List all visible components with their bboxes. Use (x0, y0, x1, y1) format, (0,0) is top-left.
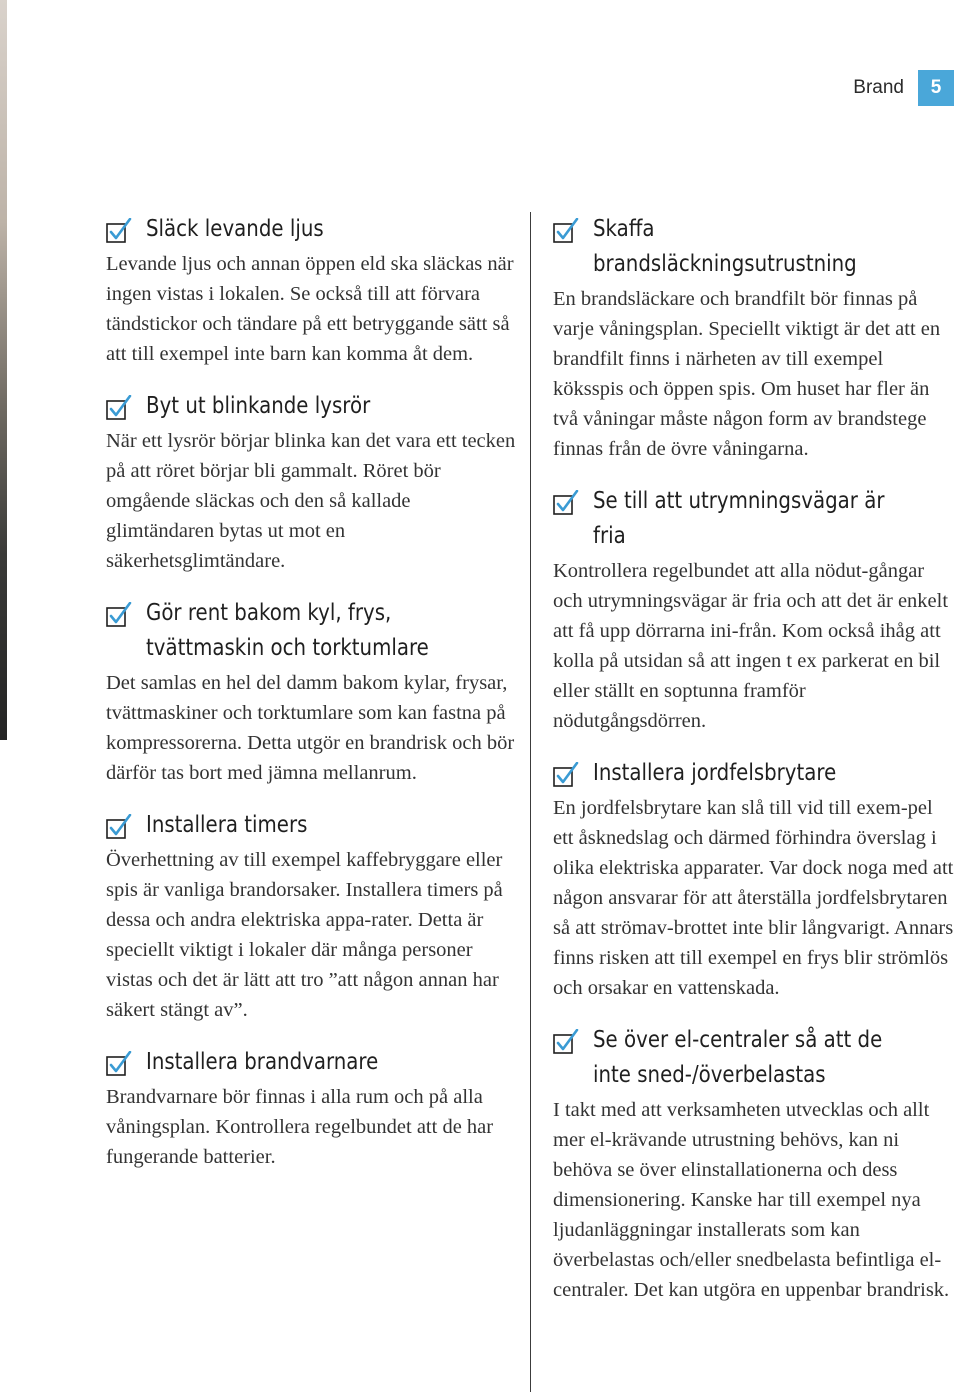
checkbox-checkmark-icon (106, 395, 132, 421)
tip-heading (106, 1045, 521, 1080)
tip-section (106, 808, 521, 1025)
tip-heading (106, 596, 521, 666)
checkbox-checkmark-icon (553, 218, 579, 244)
tip-heading (553, 1023, 958, 1093)
tip-heading-text: Se över el-centraler så att de inte sned-/överbelastas (593, 1027, 883, 1088)
checkbox-checkmark-icon (553, 1029, 579, 1055)
tip-section (553, 212, 958, 464)
checkbox-checkmark-icon (106, 1051, 132, 1077)
tip-section (553, 756, 958, 1003)
tip-heading-text: Skaffa brandsläckningsutrustning (593, 216, 857, 277)
tip-section (553, 484, 958, 736)
tip-heading-text: Släck levande ljus (146, 216, 324, 242)
checkbox-checkmark-icon (106, 218, 132, 244)
tip-heading-text: Byt ut blinkande lysrör (146, 393, 371, 419)
tip-body: I takt med att verksamheten utvecklas och allt mer el-krävande utrustning behövs, kan ni behöva se över elinstallationerna och dess dimensionering. Kanske har till exempel nya ljudanläggningar installerats som kan överbelastas och/eller snedbelasta befintliga el-centraler. Det kan utgöra en uppenbar brandrisk. (553, 1099, 950, 1301)
tip-body: En jordfelsbrytare kan slå till vid till exem-pel ett åsknedslag och därmed förhindra överslag i olika elektriska apparater. Var dock noga med att någon ansvarar för att återställa jordfelsbrytaren så att strömav-brottet inte blir långvarigt. Annars finns risken att till exempel en frys blir strömlös och orsakar en vattenskada. (553, 797, 954, 999)
tip-section (106, 596, 521, 788)
tip-heading-text: Se till att utrymningsvägar är fria (593, 488, 885, 549)
tip-body: När ett lysrör börjar blinka kan det vara ett tecken på att röret börjar bli gammalt. Röret bör omgående släckas och den så kallade glimtändaren bytas ut mot en säkerhetsglimtändare. (106, 430, 516, 572)
tip-heading-text: Installera brandvarnare (146, 1049, 379, 1075)
tip-body: Det samlas en hel del damm bakom kylar, frysar, tvättmaskiner och torktumlare som kan fastna på kompressorerna. Detta utgör en brandrisk och bör därför tas bort med jämna mellanrum. (106, 672, 515, 784)
tip-heading (106, 212, 521, 247)
checkbox-checkmark-icon (106, 602, 132, 628)
tip-body: Brandvarnare bör finnas i alla rum och på alla våningsplan. Kontrollera regelbundet att de har fungerande batterier. (106, 1086, 494, 1168)
left-column (106, 212, 521, 1192)
tip-section (106, 212, 521, 369)
tip-heading (553, 756, 958, 791)
checkbox-checkmark-icon (106, 814, 132, 840)
tip-body: En brandsläckare och brandfilt bör finnas på varje våningsplan. Speciellt viktigt är det att en brandfilt finns i närheten av till exempel köksspis och öppen spis. Om huset har fler än två våningar måste någon form av brandstege finnas från de övre våningarna. (553, 288, 941, 460)
tip-heading (553, 212, 958, 282)
checkbox-checkmark-icon (553, 762, 579, 788)
tip-body: Kontrollera regelbundet att alla nödut-gångar och utrymningsvägar är fria och att det är enkelt att få upp dörrarna ini-från. Kom också ihåg att kolla på utsidan så att ingen t ex parkerat en bil eller ställt en soptunna framför nödutgångsdörren. (553, 560, 949, 732)
tip-heading-text: Gör rent bakom kyl, frys, tvättmaskin och torktumlare (146, 600, 429, 661)
tip-heading (553, 484, 958, 554)
tip-body: Levande ljus och annan öppen eld ska släckas när ingen vistas i lokalen. Se också till att förvara tändstickor och tändare på ett betryggande sätt så att till exempel inte barn kan komma åt dem. (106, 253, 514, 365)
tip-heading-text: Installera timers (146, 812, 308, 838)
page-number-badge: 5 (918, 70, 954, 106)
right-column (553, 212, 958, 1325)
tip-heading (106, 808, 521, 843)
tip-section (553, 1023, 958, 1305)
tip-heading (106, 389, 521, 424)
tip-body: Överhettning av till exempel kaffebryggare eller spis är vanliga brandorsaker. Installera timers på dessa och andra elektriska appa-rater. Detta är speciellt viktigt i lokaler där många personer vistas och det är lätt att tro ”att någon annan har säkert stängt av”. (106, 849, 503, 1021)
tip-section (106, 1045, 521, 1172)
checkbox-checkmark-icon (553, 490, 579, 516)
column-divider (530, 212, 531, 1392)
page-edge-photo-strip (0, 0, 7, 740)
tip-heading-text: Installera jordfelsbrytare (593, 760, 837, 786)
tip-section (106, 389, 521, 576)
page-header (853, 70, 954, 106)
section-title: Brand (853, 77, 904, 98)
